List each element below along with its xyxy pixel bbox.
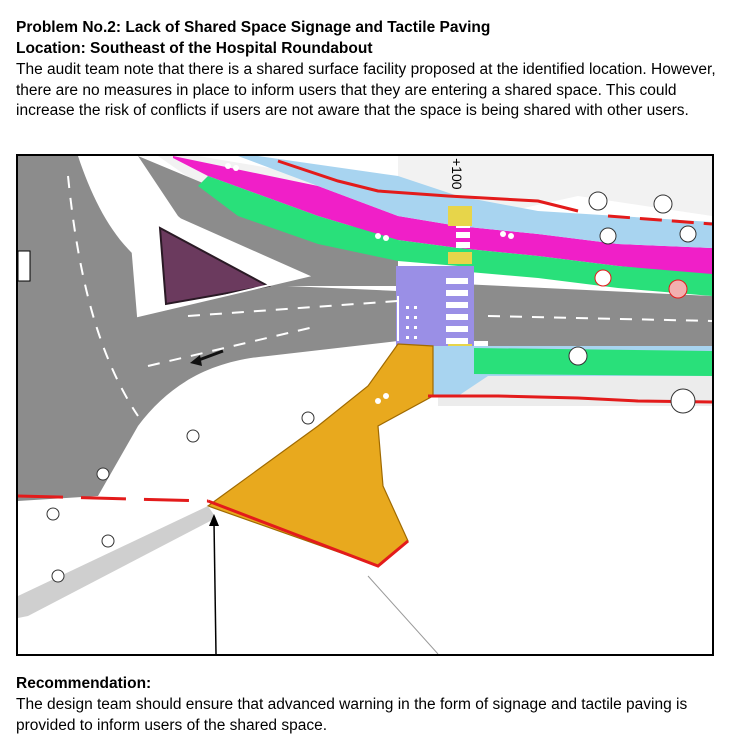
roundabout-island-edge: [18, 251, 30, 281]
site-plan-drawing: [18, 156, 712, 654]
site-plan-figure: [16, 154, 714, 656]
tactile-paving-north: [448, 206, 472, 226]
recommendation-heading: Recommendation:: [16, 675, 152, 692]
tactile-paving-island: [448, 252, 472, 264]
verge-south-east: [474, 348, 712, 376]
chainage-label: +100: [449, 158, 465, 190]
problem-location: Location: Southeast of the Hospital Roundabout: [16, 40, 373, 57]
problem-description: The audit team note that there is a shared surface facility proposed at the identified location. However, there are no measures in place to inform users that they are entering a shared space. This could increase the risk of conflicts if users are not aware that the space is being shared with other users.: [16, 61, 716, 119]
recommendation-body: The design team should ensure that advanced warning in the form of signage and tactile paving is provided to inform users of the shared space.: [16, 696, 688, 734]
problem-title: Problem No.2: Lack of Shared Space Signage and Tactile Paving: [16, 19, 491, 36]
